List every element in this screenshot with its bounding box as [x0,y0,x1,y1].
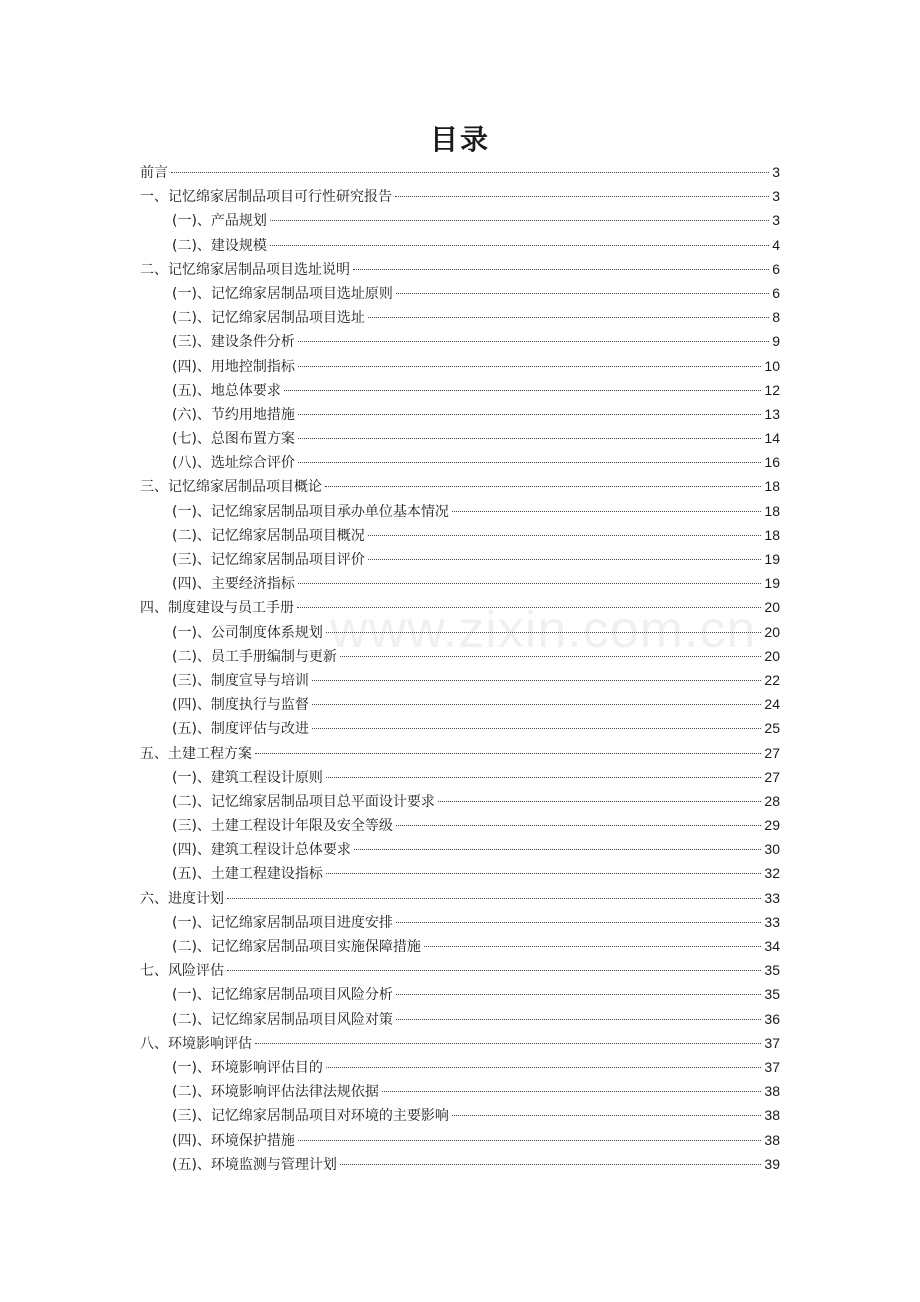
toc-entry-label: (三)、制度宣导与培训 [172,672,309,689]
toc-entry-label: 八、环境影响评估 [140,1035,252,1052]
toc-entry[interactable] [140,741,780,765]
toc-entry-page-number: 29 [764,817,780,834]
toc-entry-page-number: 12 [764,381,780,398]
toc-entry[interactable] [140,1152,780,1176]
toc-entry[interactable] [140,1007,780,1031]
toc-entry[interactable] [140,1103,780,1127]
toc-entry-label: (二)、员工手册编制与更新 [172,648,337,665]
toc-entry[interactable] [140,281,780,305]
toc-entry-label: 五、土建工程方案 [140,745,252,762]
toc-entry-label: (四)、主要经济指标 [172,576,295,593]
toc-entry-page-number: 3 [772,188,780,205]
toc-entry[interactable] [140,1128,780,1152]
toc-entry-page-number: 30 [764,841,780,858]
toc-entry[interactable] [140,305,780,329]
toc-entry[interactable] [140,1055,780,1079]
toc-entry[interactable] [140,233,780,257]
toc-entry[interactable] [140,499,780,523]
toc-entry[interactable] [140,160,780,184]
toc-entry-page-number: 27 [764,768,780,785]
toc-entry-page-number: 35 [764,986,780,1003]
toc-dot-leader [326,632,761,633]
toc-entry-label: (一)、记忆绵家居制品项目选址原则 [172,285,393,302]
toc-entry-label: (一)、建筑工程设计原则 [172,769,323,786]
toc-entry-page-number: 13 [764,405,780,422]
toc-entry-label: (八)、选址综合评价 [172,455,295,472]
toc-entry[interactable] [140,208,780,232]
toc-entry-label: (二)、环境影响评估法律法规依据 [172,1084,379,1101]
toc-entry[interactable] [140,547,780,571]
toc-dot-leader [340,656,761,657]
toc-dot-leader [438,801,761,802]
toc-entry[interactable] [140,910,780,934]
toc-dot-leader [395,196,769,197]
toc-entry[interactable] [140,595,780,619]
toc-entry[interactable] [140,789,780,813]
toc-dot-leader [270,220,769,221]
toc-dot-leader [424,946,761,947]
toc-entry[interactable] [140,571,780,595]
toc-entry-page-number: 18 [764,526,780,543]
toc-entry-label: 六、进度计划 [140,890,224,907]
toc-entry-page-number: 6 [772,260,780,277]
toc-entry-label: 三、记忆绵家居制品项目概论 [140,479,322,496]
toc-entry-label: (五)、土建工程建设指标 [172,866,323,883]
toc-entry-label: (四)、建筑工程设计总体要求 [172,842,351,859]
toc-dot-leader [326,1067,761,1068]
toc-entry[interactable] [140,837,780,861]
toc-entry-label: (一)、记忆绵家居制品项目进度安排 [172,914,393,931]
toc-entry-page-number: 38 [764,1131,780,1148]
toc-entry-page-number: 25 [764,720,780,737]
toc-entry-page-number: 6 [772,284,780,301]
toc-entry-label: (二)、记忆绵家居制品项目选址 [172,310,365,327]
toc-entry-page-number: 19 [764,575,780,592]
toc-dot-leader [227,970,761,971]
toc-dot-leader [325,486,761,487]
toc-dot-leader [326,873,761,874]
toc-dot-leader [326,777,761,778]
toc-entry[interactable] [140,402,780,426]
toc-entry-page-number: 37 [764,1058,780,1075]
toc-dot-leader [368,559,761,560]
toc-entry-label: (三)、记忆绵家居制品项目对环境的主要影响 [172,1108,449,1125]
toc-dot-leader [255,753,761,754]
toc-entry[interactable] [140,1079,780,1103]
toc-dot-leader [382,1091,761,1092]
toc-entry-label: (二)、记忆绵家居制品项目风险对策 [172,1011,393,1028]
toc-dot-leader [368,317,769,318]
toc-dot-leader [452,511,761,512]
table-of-contents [140,160,780,1176]
toc-entry-page-number: 32 [764,865,780,882]
toc-entry-page-number: 36 [764,1010,780,1027]
toc-dot-leader [298,462,761,463]
toc-entry-label: (一)、产品规划 [172,213,267,230]
toc-entry[interactable] [140,982,780,1006]
toc-dot-leader [227,898,761,899]
toc-entry-page-number: 38 [764,1107,780,1124]
toc-entry-label: (七)、总图布置方案 [172,431,295,448]
toc-dot-leader [340,1164,761,1165]
toc-entry[interactable] [140,378,780,402]
toc-entry[interactable] [140,668,780,692]
toc-entry[interactable] [140,523,780,547]
toc-entry-page-number: 3 [772,164,780,180]
toc-entry-label: (三)、建设条件分析 [172,334,295,351]
toc-entry-label: 七、风险评估 [140,963,224,980]
toc-entry[interactable] [140,474,780,498]
toc-dot-leader [396,1019,761,1020]
toc-entry-label: (五)、地总体要求 [172,382,281,399]
toc-entry-page-number: 16 [764,454,780,471]
toc-entry[interactable] [140,886,780,910]
toc-entry[interactable] [140,620,780,644]
toc-entry-page-number: 10 [764,357,780,374]
toc-entry-label: (二)、记忆绵家居制品项目概况 [172,527,365,544]
toc-entry[interactable] [140,184,780,208]
toc-dot-leader [297,607,761,608]
toc-entry-page-number: 33 [764,889,780,906]
toc-dot-leader [298,341,769,342]
toc-entry[interactable] [140,644,780,668]
toc-dot-leader [396,293,769,294]
toc-entry-page-number: 18 [764,502,780,519]
toc-dot-leader [270,245,769,246]
toc-entry[interactable] [140,813,780,837]
toc-entry-page-number: 34 [764,938,780,954]
page-title: 目录 [429,123,490,156]
toc-dot-leader [312,680,761,681]
toc-entry-page-number: 20 [764,599,780,616]
toc-entry-label: 二、记忆绵家居制品项目选址说明 [140,261,350,278]
toc-dot-leader [298,583,761,584]
toc-dot-leader [396,994,761,995]
toc-entry[interactable] [140,354,780,378]
toc-entry[interactable] [140,716,780,740]
toc-dot-leader [298,366,761,367]
toc-entry-label: (三)、土建工程设计年限及安全等级 [172,818,393,835]
toc-dot-leader [396,922,761,923]
toc-entry-page-number: 8 [772,309,780,326]
toc-entry[interactable] [140,958,780,982]
toc-entry-page-number: 37 [764,1034,780,1051]
toc-entry-page-number: 39 [764,1155,780,1172]
toc-entry-label: (一)、环境影响评估目的 [172,1059,323,1076]
toc-entry[interactable] [140,426,780,450]
toc-entry[interactable] [140,765,780,789]
toc-entry[interactable] [140,692,780,716]
toc-entry-label: 四、制度建设与员工手册 [140,600,294,617]
toc-entry-page-number: 35 [764,962,780,979]
toc-entry-label: (二)、建设规模 [172,237,267,254]
toc-entry-label: (六)、节约用地措施 [172,406,295,423]
toc-dot-leader [298,1140,761,1141]
toc-entry-label: 前言 [140,165,168,181]
toc-entry-page-number: 9 [772,333,780,350]
toc-entry-label: (三)、记忆绵家居制品项目评价 [172,552,365,568]
watermark: www.zixin.com.cn [330,601,757,659]
toc-entry-label: (五)、制度评估与改进 [172,721,309,738]
toc-entry[interactable] [140,257,780,281]
toc-entry-page-number: 20 [764,647,780,664]
toc-dot-leader [353,269,769,270]
toc-entry-label: (一)、公司制度体系规划 [172,624,323,641]
toc-entry[interactable] [140,329,780,353]
toc-entry[interactable] [140,861,780,885]
toc-entry-label: (一)、记忆绵家居制品项目风险分析 [172,987,393,1004]
toc-entry-page-number: 38 [764,1083,780,1100]
toc-entry-label: (四)、制度执行与监督 [172,697,309,714]
toc-dot-leader [255,1043,761,1044]
toc-entry-label: 一、记忆绵家居制品项目可行性研究报告 [140,189,392,206]
toc-entry-page-number: 33 [764,913,780,930]
toc-dot-leader [312,704,761,705]
toc-entry-page-number: 4 [772,236,780,253]
toc-entry-page-number: 22 [764,671,780,688]
toc-dot-leader [396,825,761,826]
toc-entry-label: (四)、用地控制指标 [172,358,295,375]
toc-dot-leader [368,535,761,536]
toc-entry-page-number: 28 [764,792,780,809]
toc-entry-label: (二)、记忆绵家居制品项目总平面设计要求 [172,793,435,810]
toc-entry[interactable] [140,934,780,958]
toc-dot-leader [298,414,761,415]
toc-dot-leader [354,849,761,850]
toc-dot-leader [171,172,769,173]
toc-entry[interactable] [140,1031,780,1055]
toc-dot-leader [452,1115,761,1116]
toc-dot-leader [284,390,761,391]
toc-entry-label: (一)、记忆绵家居制品项目承办单位基本情况 [172,503,449,520]
toc-entry-page-number: 27 [764,744,780,761]
toc-entry-page-number: 24 [764,696,780,713]
toc-dot-leader [312,728,761,729]
toc-entry-label: (四)、环境保护措施 [172,1132,295,1149]
toc-entry-page-number: 18 [764,478,780,495]
toc-entry[interactable] [140,450,780,474]
toc-entry-label: (二)、记忆绵家居制品项目实施保障措施 [172,939,421,955]
toc-entry-label: (五)、环境监测与管理计划 [172,1156,337,1173]
toc-entry-page-number: 3 [772,212,780,229]
toc-entry-page-number: 14 [764,430,780,447]
toc-entry-page-number: 19 [764,551,780,567]
toc-entry-page-number: 20 [764,623,780,640]
toc-dot-leader [298,438,761,439]
